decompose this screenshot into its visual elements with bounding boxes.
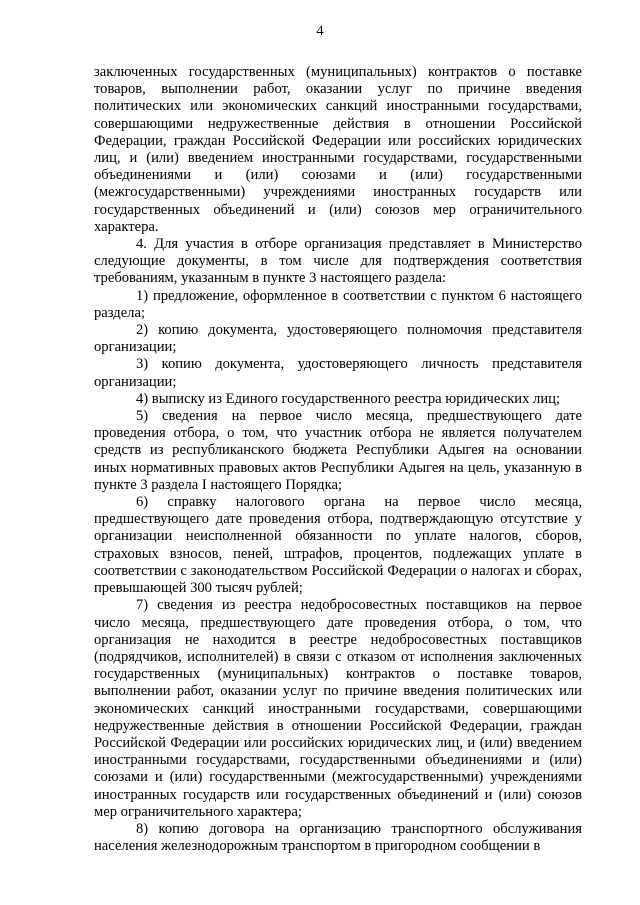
list-item-2: 2) копию документа, удостоверяющего полномочия представителя организации;	[94, 322, 582, 356]
document-body	[94, 64, 582, 855]
paragraph-continuation: заключенных государственных (муниципальных) контрактов о поставке товаров, выполнении работ, оказании услуг по причине введения политических или экономических санкций иностранными государствами, совершающими недружественные действия в отношении Российской Федерации, граждан Российской Федерации или российских юридических лиц, и (или) введением иностранными государствами, государственными объединениями и (или) союзами и (или) государственными (межгосударственными) учреждениями иностранных государств или государственных объединений и (или) союзов мер ограничительного характера.	[94, 64, 582, 235]
list-item-5: 5) сведения на первое число месяца, предшествующего дате проведения отбора, о том, что участник отбора не является получателем средств из республиканского бюджета Республики Адыгея на основании иных нормативных правовых актов Республики Адыгея на цель, указанную в пункте 3 раздела I настоящего Порядка;	[94, 408, 582, 493]
page-number: 4	[316, 23, 324, 39]
list-item-3: 3) копию документа, удостоверяющего личность представителя организации;	[94, 356, 582, 390]
list-item-8: 8) копию договора на организацию транспортного обслуживания населения железнодорожным транспортом в пригородном сообщении в	[94, 820, 582, 855]
paragraph-item-4: 4. Для участия в отборе организация представляет в Министерство следующие документы, в том числе для подтверждения соответствия требованиям, указанным в пункте 3 настоящего раздела:	[94, 236, 582, 287]
list-item-7: 7) сведения из реестра недобросовестных поставщиков на первое число месяца, предшествующего дате проведения отбора, о том, что организация не находится в реестре недобросовестных поставщиков (подрядчиков, исполнителей) в связи с отказом от исполнения заключенных государственных (муниципальных) контрактов о поставке товаров, выполнении работ, оказании услуг по причине введения политических или экономических санкций иностранными государствами, совершающими недружественные действия в отношении Российской Федерации, граждан Российской Федерации или российских юридических лиц, и (или) введением иностранными государствами, государственными объединениями и (или) союзами и (или) государственными (межгосударственными) учреждениями иностранных государств или государственных объединений и (или) союзов мер ограничительного характера;	[94, 597, 582, 820]
list-item-1: 1) предложение, оформленное в соответствии с пунктом 6 настоящего раздела;	[94, 287, 582, 321]
list-item-4: 4) выписку из Единого государственного реестра юридических лиц;	[136, 390, 561, 407]
list-item-6: 6) справку налогового органа на первое число месяца, предшествующего дате проведения отбора, подтверждающую отсутствие у организации неисполненной обязанности по уплате налогов, сборов, страховых взносов, пеней, штрафов, процентов, подлежащих уплате в соответствии с законодательством Российской Федерации о налогах и сборах, превышающей 300 тысяч рублей;	[94, 494, 582, 597]
